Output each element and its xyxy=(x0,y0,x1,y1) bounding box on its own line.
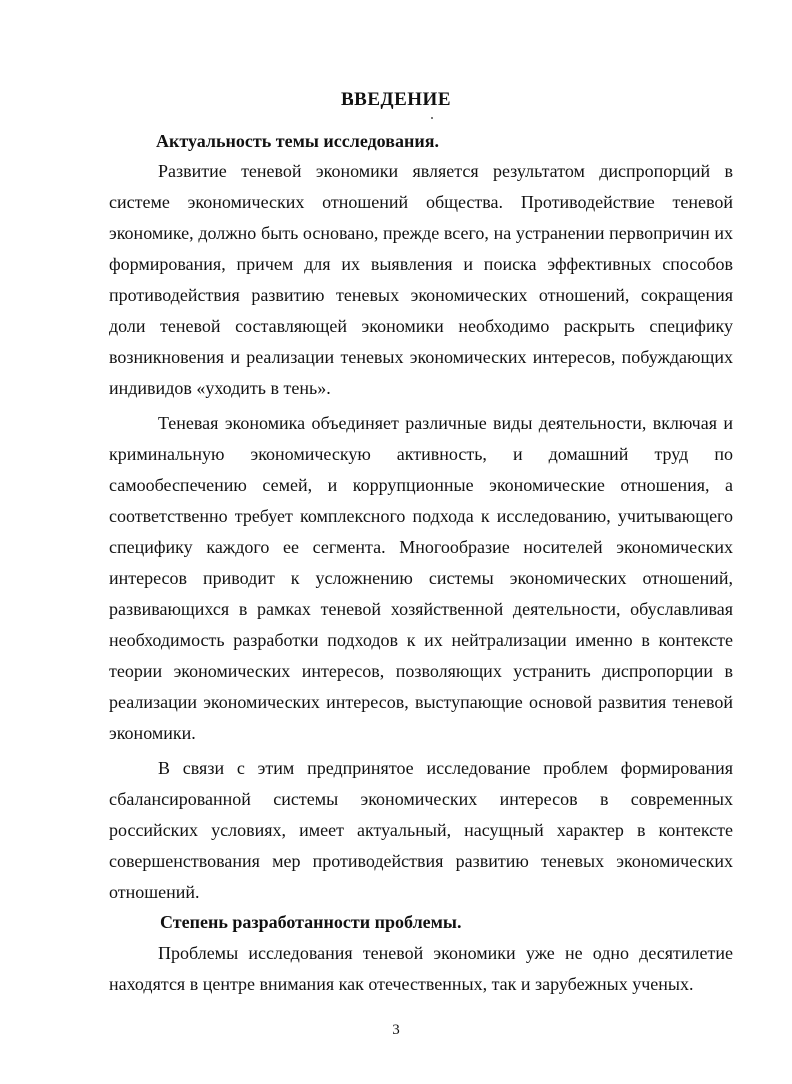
page-title: ВВЕДЕНИЕ xyxy=(341,89,451,110)
section-heading-development-degree: Степень разработанности проблемы. xyxy=(160,912,462,932)
paragraph: Теневая экономика объединяет различные виды деятельности, включая и криминальную экономическую активность, и домашний труд по самообеспечению семей, и коррупционные экономические отношения, а соответственно требует комплексного подхода к исследованию, учитывающего специфику каждого ее сегмента. Многообразие носителей экономических интересов приводит к усложнению системы экономических отношений, развивающихся в рамках теневой хозяйственной деятельности, обуславливая необходимость разработки подходов к их нейтрализации именно в контексте теории экономических интересов, позволяющих устранить диспропорции в реализации экономических интересов, выступающие основой развития теневой экономики. xyxy=(109,413,733,743)
section-heading-relevance: Актуальность темы исследования. xyxy=(156,131,439,151)
paragraph: Проблемы исследования теневой экономики уже не одно десятилетие находятся в центре внимания как отечественных, так и зарубежных ученых. xyxy=(109,943,733,994)
page-number: 3 xyxy=(392,1022,400,1038)
scan-speck xyxy=(431,117,433,119)
paragraph: Развитие теневой экономики является результатом диспропорций в системе экономических отношений общества. Противодействие теневой экономике, должно быть основано, прежде всего, на устранении первопричин их формирования, причем для их выявления и поиска эффективных способов противодействия развитию теневых экономических отношений, сокращения доли теневой составляющей экономики необходимо раскрыть специфику возникновения и реализации теневых экономических интересов, побуждающих индивидов «уходить в тень». xyxy=(109,161,733,398)
paragraph: В связи с этим предпринятое исследование проблем формирования сбалансированной системы экономических интересов в современных российских условиях, имеет актуальный, насущный характер в контексте совершенствования мер противодействия развитию теневых экономических отношений. xyxy=(109,758,733,902)
